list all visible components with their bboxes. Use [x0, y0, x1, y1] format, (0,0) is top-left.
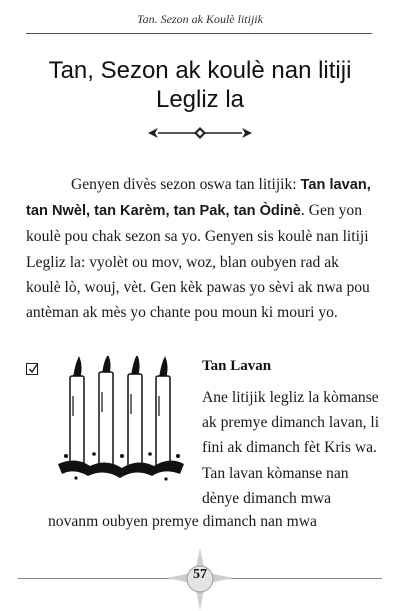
- running-header: Tan. Sezon ak Koulè litijik: [137, 12, 263, 26]
- section-text-continued: novanm oubyen premye dimanch nan mwa: [48, 513, 317, 530]
- intro-seasons: Tan lavan, tan Nwèl, tan Karèm, tan Pak, tan Òdinè: [26, 177, 371, 220]
- page-title-line-1: Tan, Sezon ak koulè nan litiji: [48, 57, 352, 84]
- advent-candles-icon: [56, 356, 186, 482]
- intro-text-rest: . Gen yon koulè pou chak sezon sa yo. Genyen sis koulè nan litiji Legliz la: vyolèt ou mov, woz, blan oubyen rad ak koulè lò, wouj, vèt. Gen kèk pawas yo sèvi ak nwa pou antèman ak mès yo chante pou moun ki mouri yo.: [26, 202, 370, 322]
- checked-box-icon: [26, 363, 38, 375]
- page-title: [10, 56, 390, 114]
- section-text: Ane litijik legliz la kòmanse ak premye dimanch lavan, li fini ak dimanch fèt Kris wa. Tan lavan kòmanse nan dènye dimanch mwa: [202, 389, 380, 507]
- section-title: Tan Lavan: [202, 358, 272, 374]
- intro-text-start: Genyen divès sezon oswa tan litijik:: [71, 176, 301, 193]
- page-title-line-2: Legliz la: [155, 86, 245, 113]
- ornament-divider-icon: [146, 125, 254, 141]
- page-number: 57: [193, 567, 207, 582]
- intro-paragraph: [26, 172, 376, 325]
- header-rule: [26, 33, 372, 34]
